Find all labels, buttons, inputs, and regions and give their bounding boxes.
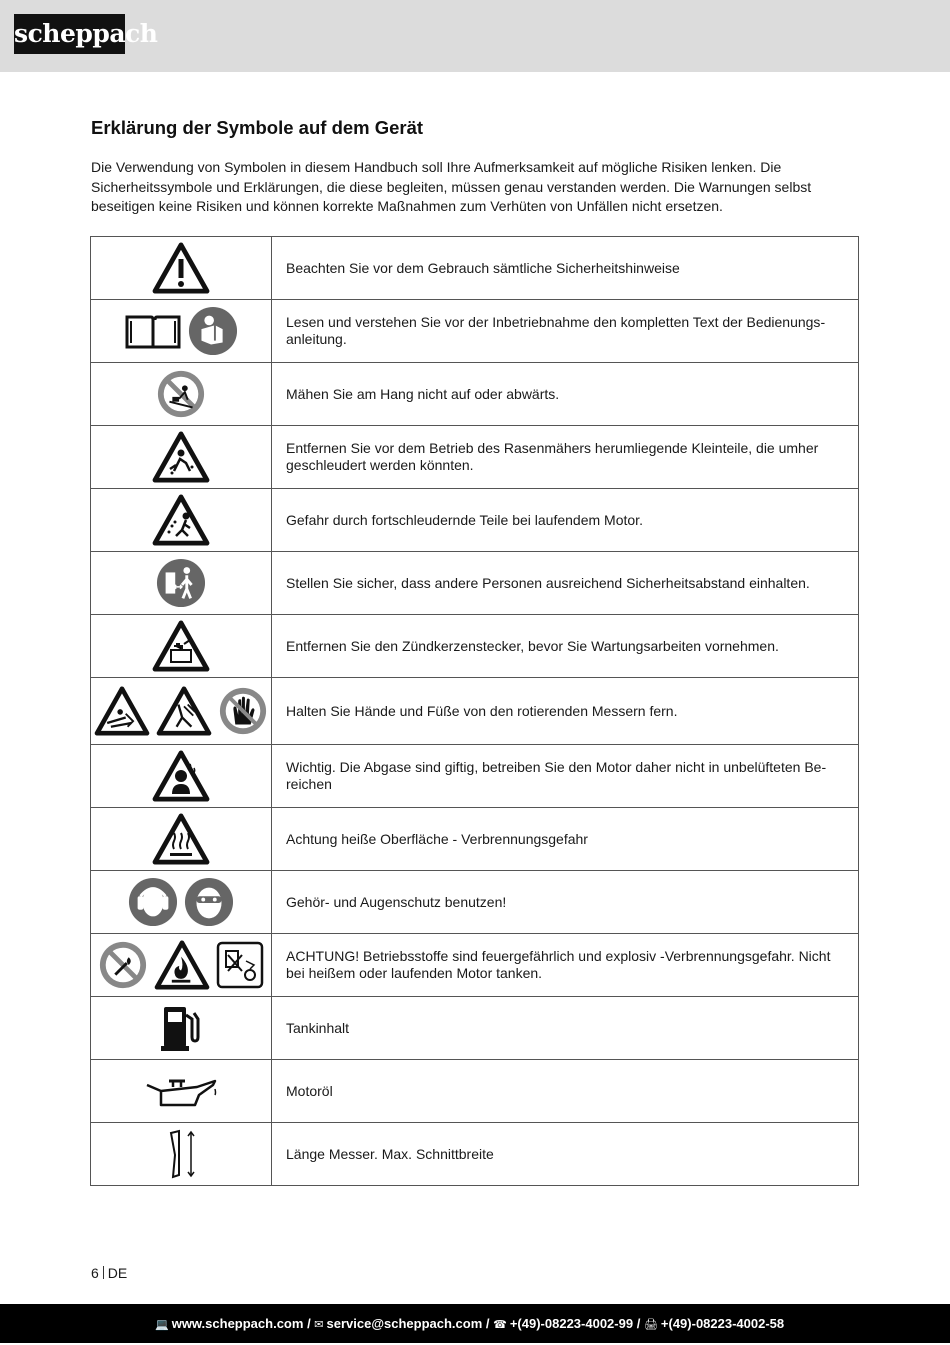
no-open-flame-icon	[98, 940, 148, 990]
fire-warning-icon	[154, 940, 210, 990]
table-row	[91, 300, 859, 363]
page-number	[91, 1265, 127, 1281]
hand-blade-warning-icon	[94, 686, 150, 736]
table-row	[91, 552, 859, 615]
footer-fax: +(49)-08223-4002-58	[660, 1316, 785, 1331]
footer-separator: /	[636, 1316, 644, 1331]
remove-small-parts-warning-icon	[152, 431, 210, 483]
fax-icon: 🖨	[643, 1319, 658, 1331]
table-row	[91, 426, 859, 489]
table-row	[91, 997, 859, 1060]
table-row	[91, 934, 859, 997]
page-footer	[0, 1304, 950, 1343]
table-row	[91, 489, 859, 552]
row-description: Beachten Sie vor dem Gebrauch sämtliche Sicherheitshinweise	[272, 237, 859, 300]
phone-icon: ☎	[493, 1319, 507, 1331]
page-title: Erklärung der Symbole auf dem Gerät	[91, 117, 424, 138]
brand-logo: scheppach	[14, 14, 125, 54]
footer-separator: /	[307, 1316, 315, 1331]
table-row	[91, 745, 859, 808]
foot-blade-warning-icon	[156, 686, 212, 736]
blade-length-icon	[161, 1127, 201, 1181]
footer-separator: /	[485, 1316, 494, 1331]
table-row	[91, 237, 859, 300]
row-description: Entfernen Sie vor dem Betrieb des Rasenmähers herumliegende Kleinteile, die umher geschleudert werden könnten.	[272, 426, 859, 489]
page-header	[0, 0, 950, 72]
no-slope-mowing-icon	[156, 369, 206, 419]
footer-contact	[155, 1304, 784, 1345]
table-row	[91, 363, 859, 426]
safety-distance-icon	[156, 558, 206, 608]
warning-exclamation-icon	[152, 242, 210, 294]
row-description: Stellen Sie sicher, dass andere Personen ausreichend Sicherheitsabstand einhalten.	[272, 552, 859, 615]
fuel-pump-icon	[158, 1003, 204, 1053]
row-description: Wichtig. Die Abgase sind giftig, betreiben Sie den Motor daher nicht in unbelüfteten Bereichen	[272, 745, 859, 808]
table-row	[91, 808, 859, 871]
table-row	[91, 871, 859, 934]
row-description: ACHTUNG! Betriebsstoffe sind feuergefährlich und explosiv -Verbrennungsgefahr. Nicht bei heißem oder laufenden Motor tanken.	[272, 934, 859, 997]
mail-icon: ✉	[314, 1319, 324, 1331]
page-number-divider	[103, 1266, 104, 1279]
page-number-value: 6	[91, 1265, 99, 1281]
row-description: Mähen Sie am Hang nicht auf oder abwärts.	[272, 363, 859, 426]
table-row	[91, 678, 859, 745]
oil-can-icon	[143, 1071, 219, 1111]
ear-protection-icon	[128, 877, 178, 927]
hot-surface-warning-icon	[152, 813, 210, 865]
row-description: Entfernen Sie den Zündkerzenstecker, bevor Sie Wartungsarbeiten vornehmen.	[272, 615, 859, 678]
read-manual-icon	[188, 306, 238, 356]
footer-email[interactable]: service@scheppach.com	[326, 1316, 483, 1331]
row-description: Lesen und verstehen Sie vor der Inbetriebnahme den kompletten Text der Bedienungsanleitung.	[272, 300, 859, 363]
open-book-icon	[124, 311, 182, 351]
footer-website[interactable]: www.scheppach.com	[171, 1316, 304, 1331]
no-refuel-running-icon	[216, 941, 264, 989]
row-description: Länge Messer. Max. Schnittbreite	[272, 1123, 859, 1186]
table-row	[91, 615, 859, 678]
row-description: Achtung heiße Oberfläche - Verbrennungsgefahr	[272, 808, 859, 871]
page-language: DE	[107, 1265, 128, 1281]
row-description: Halten Sie Hände und Füße von den rotierenden Messern fern.	[272, 678, 859, 745]
row-description: Tankinhalt	[272, 997, 859, 1060]
intro-paragraph: Die Verwendung von Symbolen in diesem Handbuch soll Ihre Aufmerksamkeit auf mögliche Risiken lenken. Die Sicherheitssymbole und Erklärungen, die diese begleiten, müssen genau verstanden werden. Die Warnungen selbst beseitigen keine Risiken und können korrekte Maßnahmen zum Verhüten von Unfällen nicht ersetzen.	[91, 159, 812, 214]
toxic-fumes-warning-icon	[152, 750, 210, 802]
eye-protection-icon	[184, 877, 234, 927]
symbol-table	[90, 236, 859, 1186]
flying-parts-warning-icon	[152, 494, 210, 546]
no-hands-icon	[218, 686, 268, 736]
computer-icon: 💻	[155, 1319, 169, 1331]
row-description: Motoröl	[272, 1060, 859, 1123]
row-description: Gehör- und Augenschutz benutzen!	[272, 871, 859, 934]
row-description: Gefahr durch fortschleudernde Teile bei laufendem Motor.	[272, 489, 859, 552]
footer-phone: +(49)-08223-4002-99	[509, 1316, 634, 1331]
table-row	[91, 1123, 859, 1186]
spark-plug-warning-icon	[152, 620, 210, 672]
table-row	[91, 1060, 859, 1123]
